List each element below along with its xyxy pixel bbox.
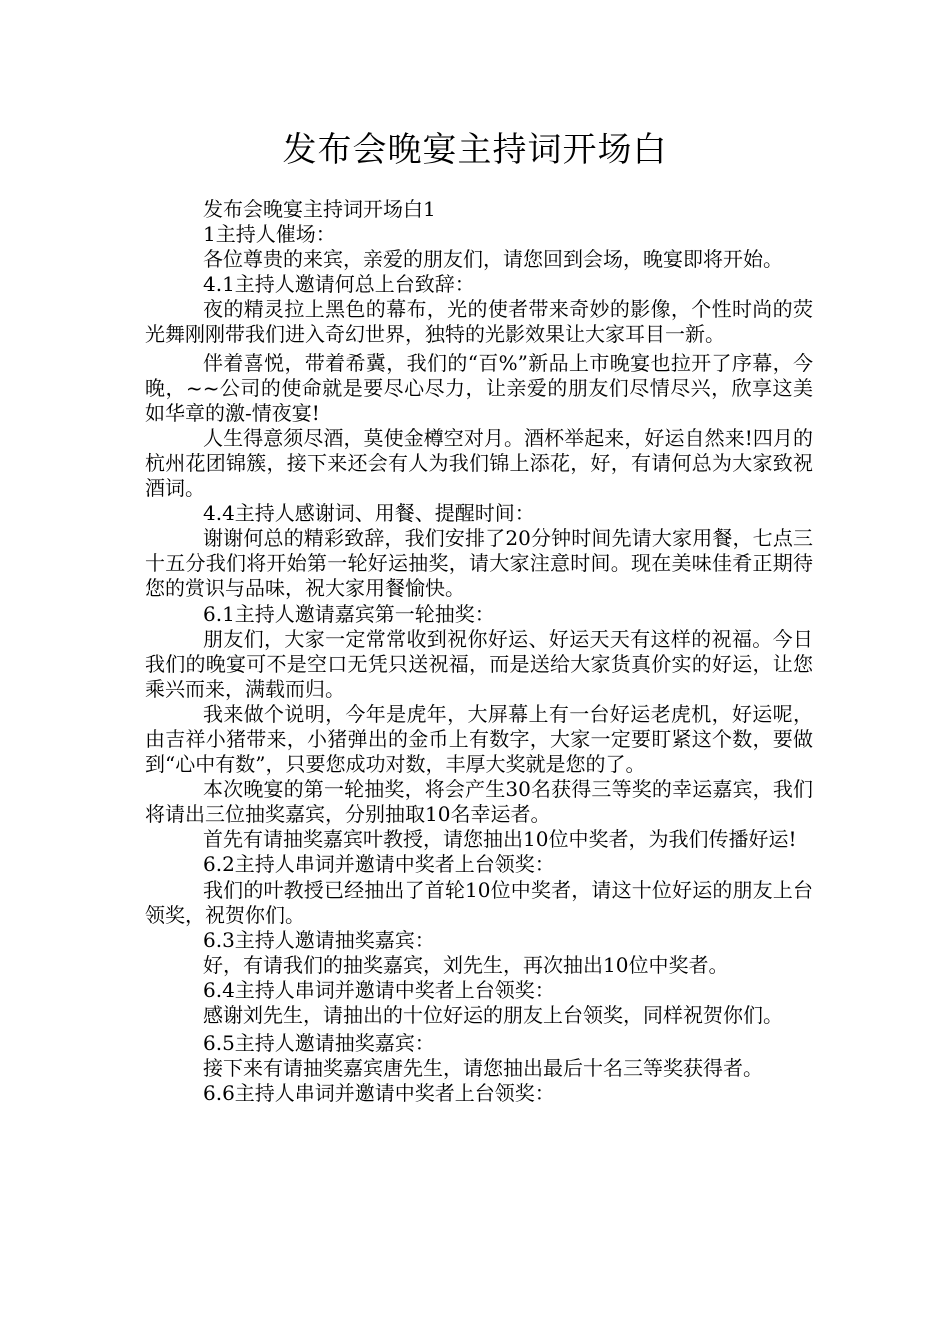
paragraph: 我来做个说明，今年是虎年，大屏幕上有一台好运老虎机，好运呢，由吉祥小猪带来，小猪弹出的金币上有数字，大家一定要盯紧这个数，要做到“心中有数”，只要您成功对数，丰厚大奖就是您的了。 — [145, 701, 813, 777]
document-title: 发布会晚宴主持词开场白 — [282, 130, 668, 170]
document-body — [145, 197, 813, 1106]
section-heading: 6.5主持人邀请抽奖嘉宾： — [203, 1031, 435, 1056]
section-heading: 4.1主持人邀请何总上台致辞： — [203, 272, 475, 297]
paragraph: 接下来有请抽奖嘉宾唐先生，请您抽出最后十名三等奖获得者。 — [203, 1056, 763, 1081]
section-heading: 1主持人催场： — [203, 222, 336, 247]
paragraph: 人生得意须尽酒，莫使金樽空对月。酒杯举起来，好运自然来!四月的杭州花团锦簇，接下来还会有人为我们锦上添花，好，有请何总为大家致祝酒词。 — [145, 425, 813, 501]
paragraph: 本次晚宴的第一轮抽奖，将会产生30名获得三等奖的幸运嘉宾，我们将请出三位抽奖嘉宾，分别抽取10名幸运者。 — [145, 777, 813, 827]
paragraph: 我们的叶教授已经抽出了首轮10位中奖者，请这十位好运的朋友上台领奖，祝贺你们。 — [145, 877, 813, 927]
section-heading: 6.6主持人串词并邀请中奖者上台领奖： — [203, 1081, 555, 1106]
paragraph: 谢谢何总的精彩致辞，我们安排了20分钟时间先请大家用餐，七点三十五分我们将开始第一轮好运抽奖，请大家注意时间。现在美味佳肴正期待您的赏识与品味，祝大家用餐愉快。 — [145, 526, 813, 601]
paragraph: 各位尊贵的来宾，亲爱的朋友们，请您回到会场，晚宴即将开始。 — [203, 247, 783, 272]
section-heading: 6.3主持人邀请抽奖嘉宾： — [203, 927, 435, 952]
paragraph: 首先有请抽奖嘉宾叶教授，请您抽出10位中奖者，为我们传播好运! — [203, 827, 797, 852]
section-heading: 4.4主持人感谢词、用餐、提醒时间： — [203, 501, 535, 526]
paragraph: 朋友们，大家一定常常收到祝你好运、好运天天有这样的祝福。今日我们的晚宴可不是空口无凭只送祝福，而是送给大家货真价实的好运，让您乘兴而来，满载而归。 — [145, 626, 813, 701]
section-heading: 6.4主持人串词并邀请中奖者上台领奖： — [203, 977, 555, 1002]
section-heading: 6.2主持人串词并邀请中奖者上台领奖： — [203, 852, 555, 877]
section-heading: 发布会晚宴主持词开场白1 — [203, 197, 436, 221]
section-heading: 6.1主持人邀请嘉宾第一轮抽奖： — [203, 601, 495, 626]
paragraph: 夜的精灵拉上黑色的幕布，光的使者带来奇妙的影像，个性时尚的荧光舞刚刚带我们进入奇幻世界，独特的光影效果让大家耳目一新。 — [145, 297, 813, 347]
paragraph: 感谢刘先生，请抽出的十位好运的朋友上台领奖，同样祝贺你们。 — [203, 1003, 783, 1027]
paragraph: 好，有请我们的抽奖嘉宾，刘先生，再次抽出10位中奖者。 — [203, 952, 729, 977]
paragraph: 伴着喜悦，带着希冀，我们的“百%”新品上市晚宴也拉开了序幕，今晚，~~公司的使命就是要尽心尽力，让亲爱的朋友们尽情尽兴，欣享这美如华章的激-情夜宴! — [145, 350, 813, 425]
